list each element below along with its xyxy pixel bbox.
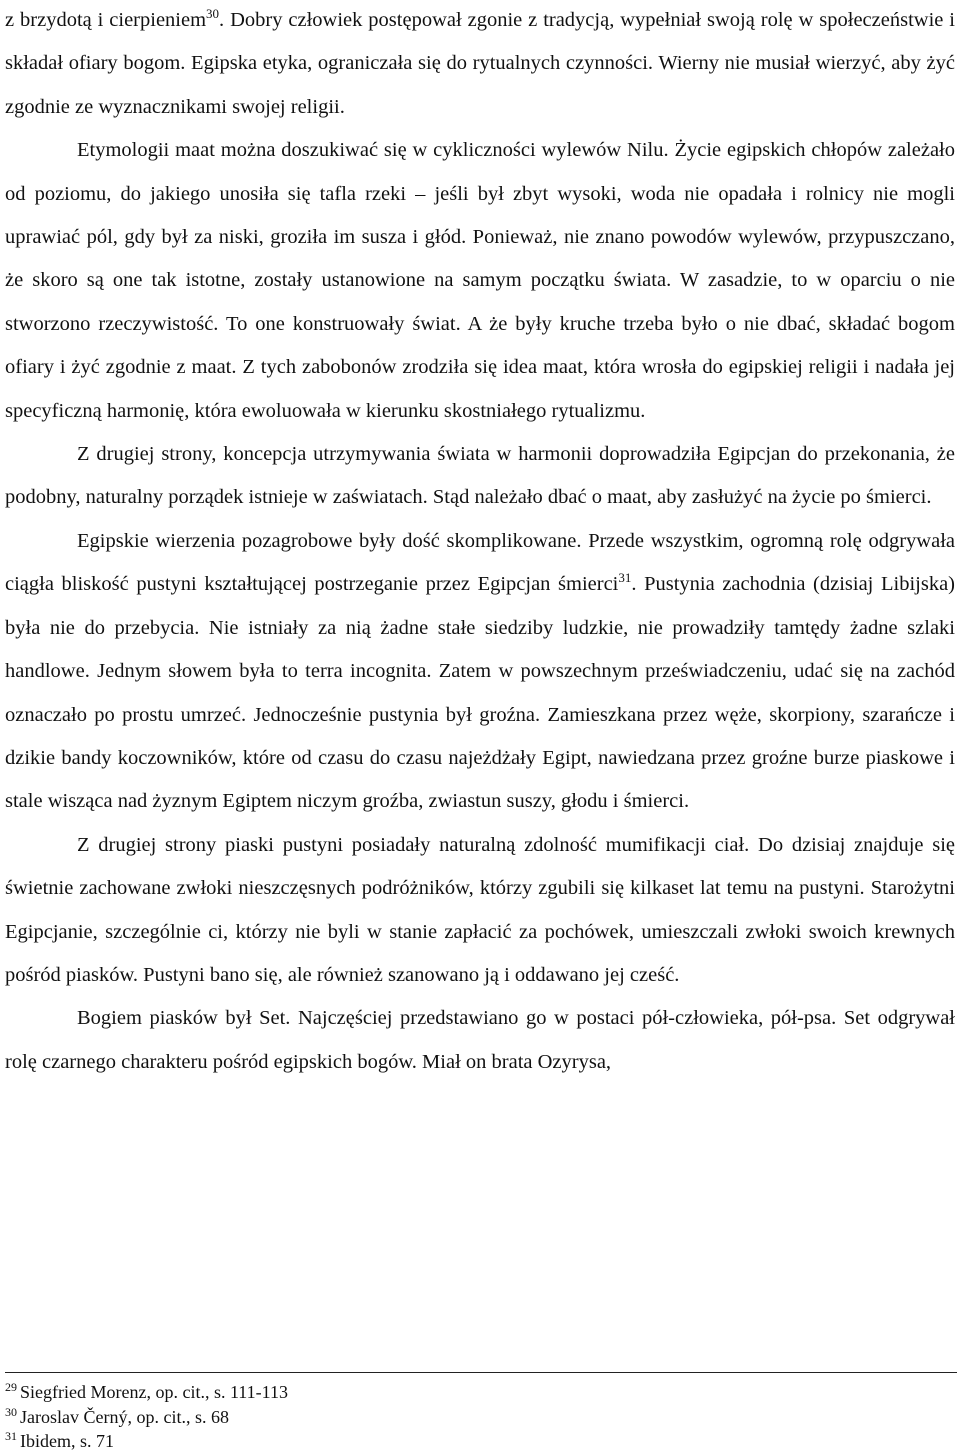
footnote-reference: 31: [618, 570, 632, 586]
footnote-number: 31: [5, 1429, 17, 1443]
footnote: [5, 1405, 955, 1430]
paragraph-text: Egipskie wierzenia pozagrobowe były dość skomplikowane. Przede wszystkim, ogromną rolę odgrywała ciągła bliskość pustyni kształtującej postrzeganie przez Egipcjan śmierci: [5, 529, 955, 596]
footnote: [5, 1380, 955, 1405]
body-text: [5, 0, 955, 1084]
paragraph: [5, 520, 955, 824]
footnote-separator: [5, 1372, 957, 1373]
paragraph: [5, 0, 955, 129]
paragraph-text: . Pustynia zachodnia (dzisiaj Libijska) była nie do przebycia. Nie istniały za nią żadne stałe siedziby ludzkie, nie prowadziły tamtędy żadne szlaki handlowe. Jednym słowem była to terra incognita. Zatem w powszechnym przeświadczeniu, udać się na zachód oznaczało po prostu umrzeć. Jednocześnie pustynia był groźna. Zamieszkana przez węże, skorpiony, szarańcze i dzikie bandy koczowników, które od czasu do czasu najeżdżały Egipt, nawiedzana przez groźne burze piaskowe i stale wisząca nad żyznym Egiptem niczym groźba, zwiastun suszy, głodu i śmierci.: [5, 573, 955, 813]
footnote-number: 29: [5, 1380, 17, 1394]
footnotes: [5, 1380, 955, 1454]
footnote-text: Jaroslav Černý, op. cit., s. 68: [20, 1406, 229, 1427]
paragraph-text: Bogiem piasków był Set. Najczęściej przedstawiano go w postaci pół-człowieka, pół-psa. Set odgrywał rolę czarnego charakteru pośród egipskich bogów. Miał on brata Ozyrysa,: [5, 1007, 955, 1073]
footnote-number: 30: [5, 1404, 17, 1419]
paragraph-text: . Dobry człowiek postępował zgonie z tradycją, wypełniał swoją rolę w społeczeństwie i składał ofiary bogom. Egipska etyka, ograniczała się do rytualnych czynności. Wierny nie musiał wierzyć, aby żyć zgodnie ze wyznacznikami swojej religii.: [5, 9, 955, 118]
paragraph: [5, 129, 955, 433]
paragraph: [5, 824, 955, 998]
paragraph: [5, 433, 955, 520]
footnote-text: Siegfried Morenz, op. cit., s. 111-113: [20, 1382, 288, 1402]
paragraph-text: Z drugiej strony piaski pustyni posiadały naturalną zdolność mumifikacji ciał. Do dzisiaj znajduje się świetnie zachowane zwłoki nieszczęsnych podróżników, którzy zgubili się kilkaset lat temu na pustyni. Starożytni Egipcjanie, szczególnie ci, którzy nie byli w stanie zapłacić za pochówek, umieszczali zwłoki swoich krewnych pośród piasków. Pustyni bano się, ale również szanowano ją i oddawano jej cześć.: [5, 833, 955, 986]
paragraph: [5, 997, 955, 1084]
paragraph-text: Z drugiej strony, koncepcja utrzymywania świata w harmonii doprowadziła Egipcjan do przekonania, że podobny, naturalny porządek istnieje w zaświatach. Stąd należało dbać o maat, aby zasłużyć na życie po śmierci.: [5, 443, 955, 509]
paragraph-text: Etymologii maat można doszukiwać się w cykliczności wylewów Nilu. Życie egipskich chłopów zależało od poziomu, do jakiego unosiła się tafla rzeki – jeśli był zbyt wysoki, woda nie opadała i rolnicy nie mogli uprawiać pól, gdy był za niski, groziła im susza i głód. Ponieważ, nie znano powodów wylewów, przypuszczano, że skoro są one tak istotne, zostały ustanowione na samym początku świata. W zasadzie, to w oparciu o nie stworzono rzeczywistość. To one konstruowały świat. A że były kruche trzeba było o nie dbać, składać bogom ofiary i żyć zgodnie z maat. Z tych zabobonów zrodziła się idea maat, która wrosła do egipskiej religii i nadała jej specyficzną harmonię, która ewoluowała w kierunku skostniałego rytualizmu.: [5, 139, 955, 422]
footnote: [5, 1429, 955, 1454]
footnote-text: Ibidem, s. 71: [20, 1431, 114, 1451]
footnote-reference: 30: [206, 6, 220, 21]
paragraph-text: z brzydotą i cierpieniem: [5, 9, 207, 31]
